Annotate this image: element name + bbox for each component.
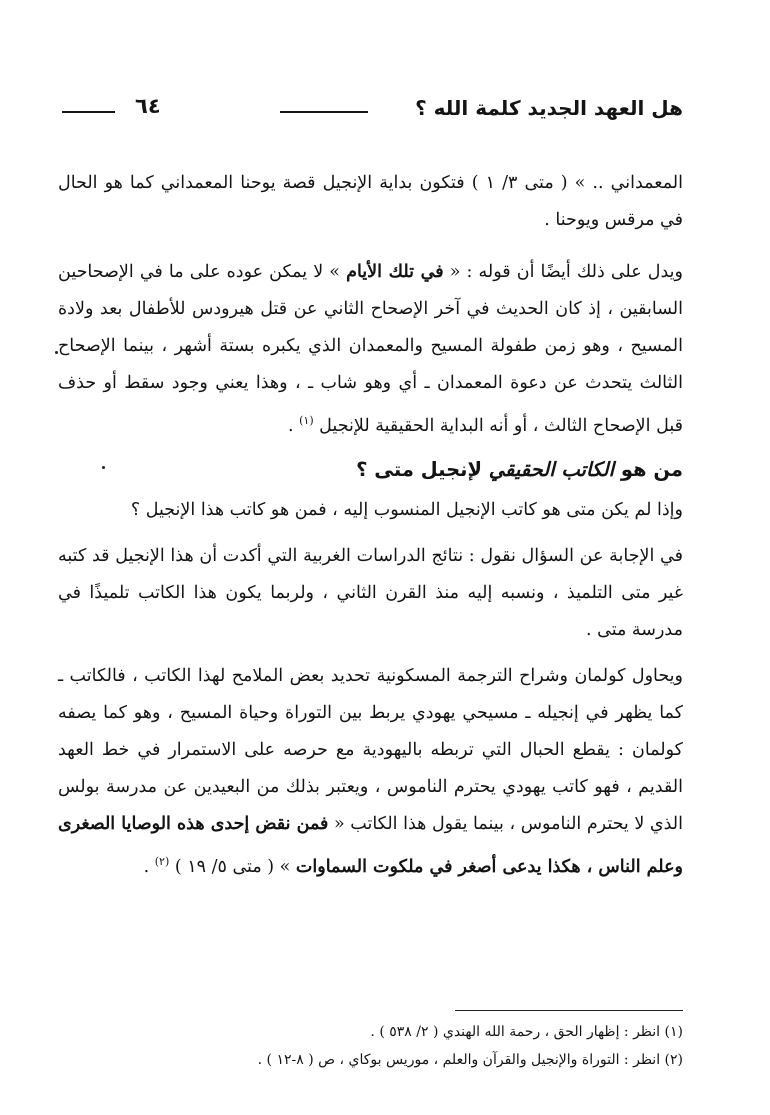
body-text [58,165,683,895]
paragraph [58,254,683,445]
section-heading [58,454,683,486]
text-run: المعمداني .. » ( متى ٣/ ١ ) فتكون بداية الإنجيل قصة يوحنا المعمداني كما هو الحال في مرقس ويوحنا . [58,173,684,230]
heading-text-italic: الكاتب الحقيقي [488,457,615,481]
page-number: ٦٤ [135,94,161,118]
text-run: » لا يمكن عوده على ما في الإصحاحين السابقين ، إذ كان الحديث في آخر الإصحاح الثاني عن قتل هيرودس للأطفال بعد ولادة المسيح ، وهو زمن طفولة المسيح والمعمدان الذي يكبره بستة أشهر ، بينما الإصحاح الثالث يتحدث عن دعوة المعمدان ـ أي وهو شاب ـ ، وهذا يعني وجود سقط أو حذف قبل الإصحاح الثالث ، أو أنه البداية الحقيقية للإنجيل [58,262,683,436]
footnote-ref: (١) [299,414,314,427]
footnote-separator [455,1010,683,1011]
paragraph [58,492,683,529]
running-header [60,96,683,132]
paragraph [58,165,683,239]
paragraph [58,538,683,649]
bold-quote: في تلك الأيام [346,262,444,282]
heading-text-end: لإنجيل متى ؟ [356,457,489,481]
header-rule [62,111,115,113]
text-run: . [287,415,300,436]
text-run: في الإجابة عن السؤال نقول : نتائج الدراسات الغربية التي أكدت أن هذا الإنجيل قد كتبه غير متى التلميذ ، ونسبه إليه منذ القرن الثاني ، ولربما يكون هذا الكاتب تلميذًا في مدرسة متى . [58,545,683,640]
stray-mark [102,466,105,469]
text-run: وإذا لم يكن متى هو كاتب الإنجيل المنسوب إليه ، فمن هو كاتب هذا الإنجيل ؟ [130,499,683,520]
footnote: (٢) انظر : التوراة والإنجيل والقرآن والعلم ، موريس بوكاي ، ص ( ٨-١٢ ) . [257,1052,683,1068]
header-rule [280,111,368,113]
footnotes [58,1018,683,1074]
footnote: (١) انظر : إظهار الحق ، رحمة الله الهندي ( ٢/ ٥٣٨ ) . [370,1024,683,1040]
text-run: . [143,856,155,877]
bold-quote: فمن نقض إحدى هذه الوصايا الصغرى وعلم الناس ، هكذا يدعى أصغر في ملكوت السماوات [58,813,683,877]
running-title: هل العهد الجديد كلمة الله ؟ [415,96,683,120]
stray-mark [55,351,58,354]
text-run: » ( متى ٥/ ١٩ ) [169,856,296,877]
heading-text-start: من هو [614,457,683,481]
text-run: ويحاول كولمان وشراح الترجمة المسكونية تحديد بعض الملامح لهذا الكاتب ، فالكاتب ـ كما يظهر في إنجيله ـ مسيحي يهودي يربط بين التوراة وحياة المسيح ، وهو كما يصفه كولمان : يقطع الحبال التي تربطه باليهودية مع حرصه على الاستمرار في خط العهد القديم ، فهو كاتب يهودي يحترم الناموس ، ويعتبر بذلك من البعيدين عن مدرسة بولس الذي لا يحترم الناموس ، بينما يقول هذا الكاتب « [58,665,683,834]
text-run: ويدل على ذلك أيضًا أن قوله : « [443,262,683,282]
paragraph [58,658,683,886]
footnote-ref: (٢) [154,854,170,868]
